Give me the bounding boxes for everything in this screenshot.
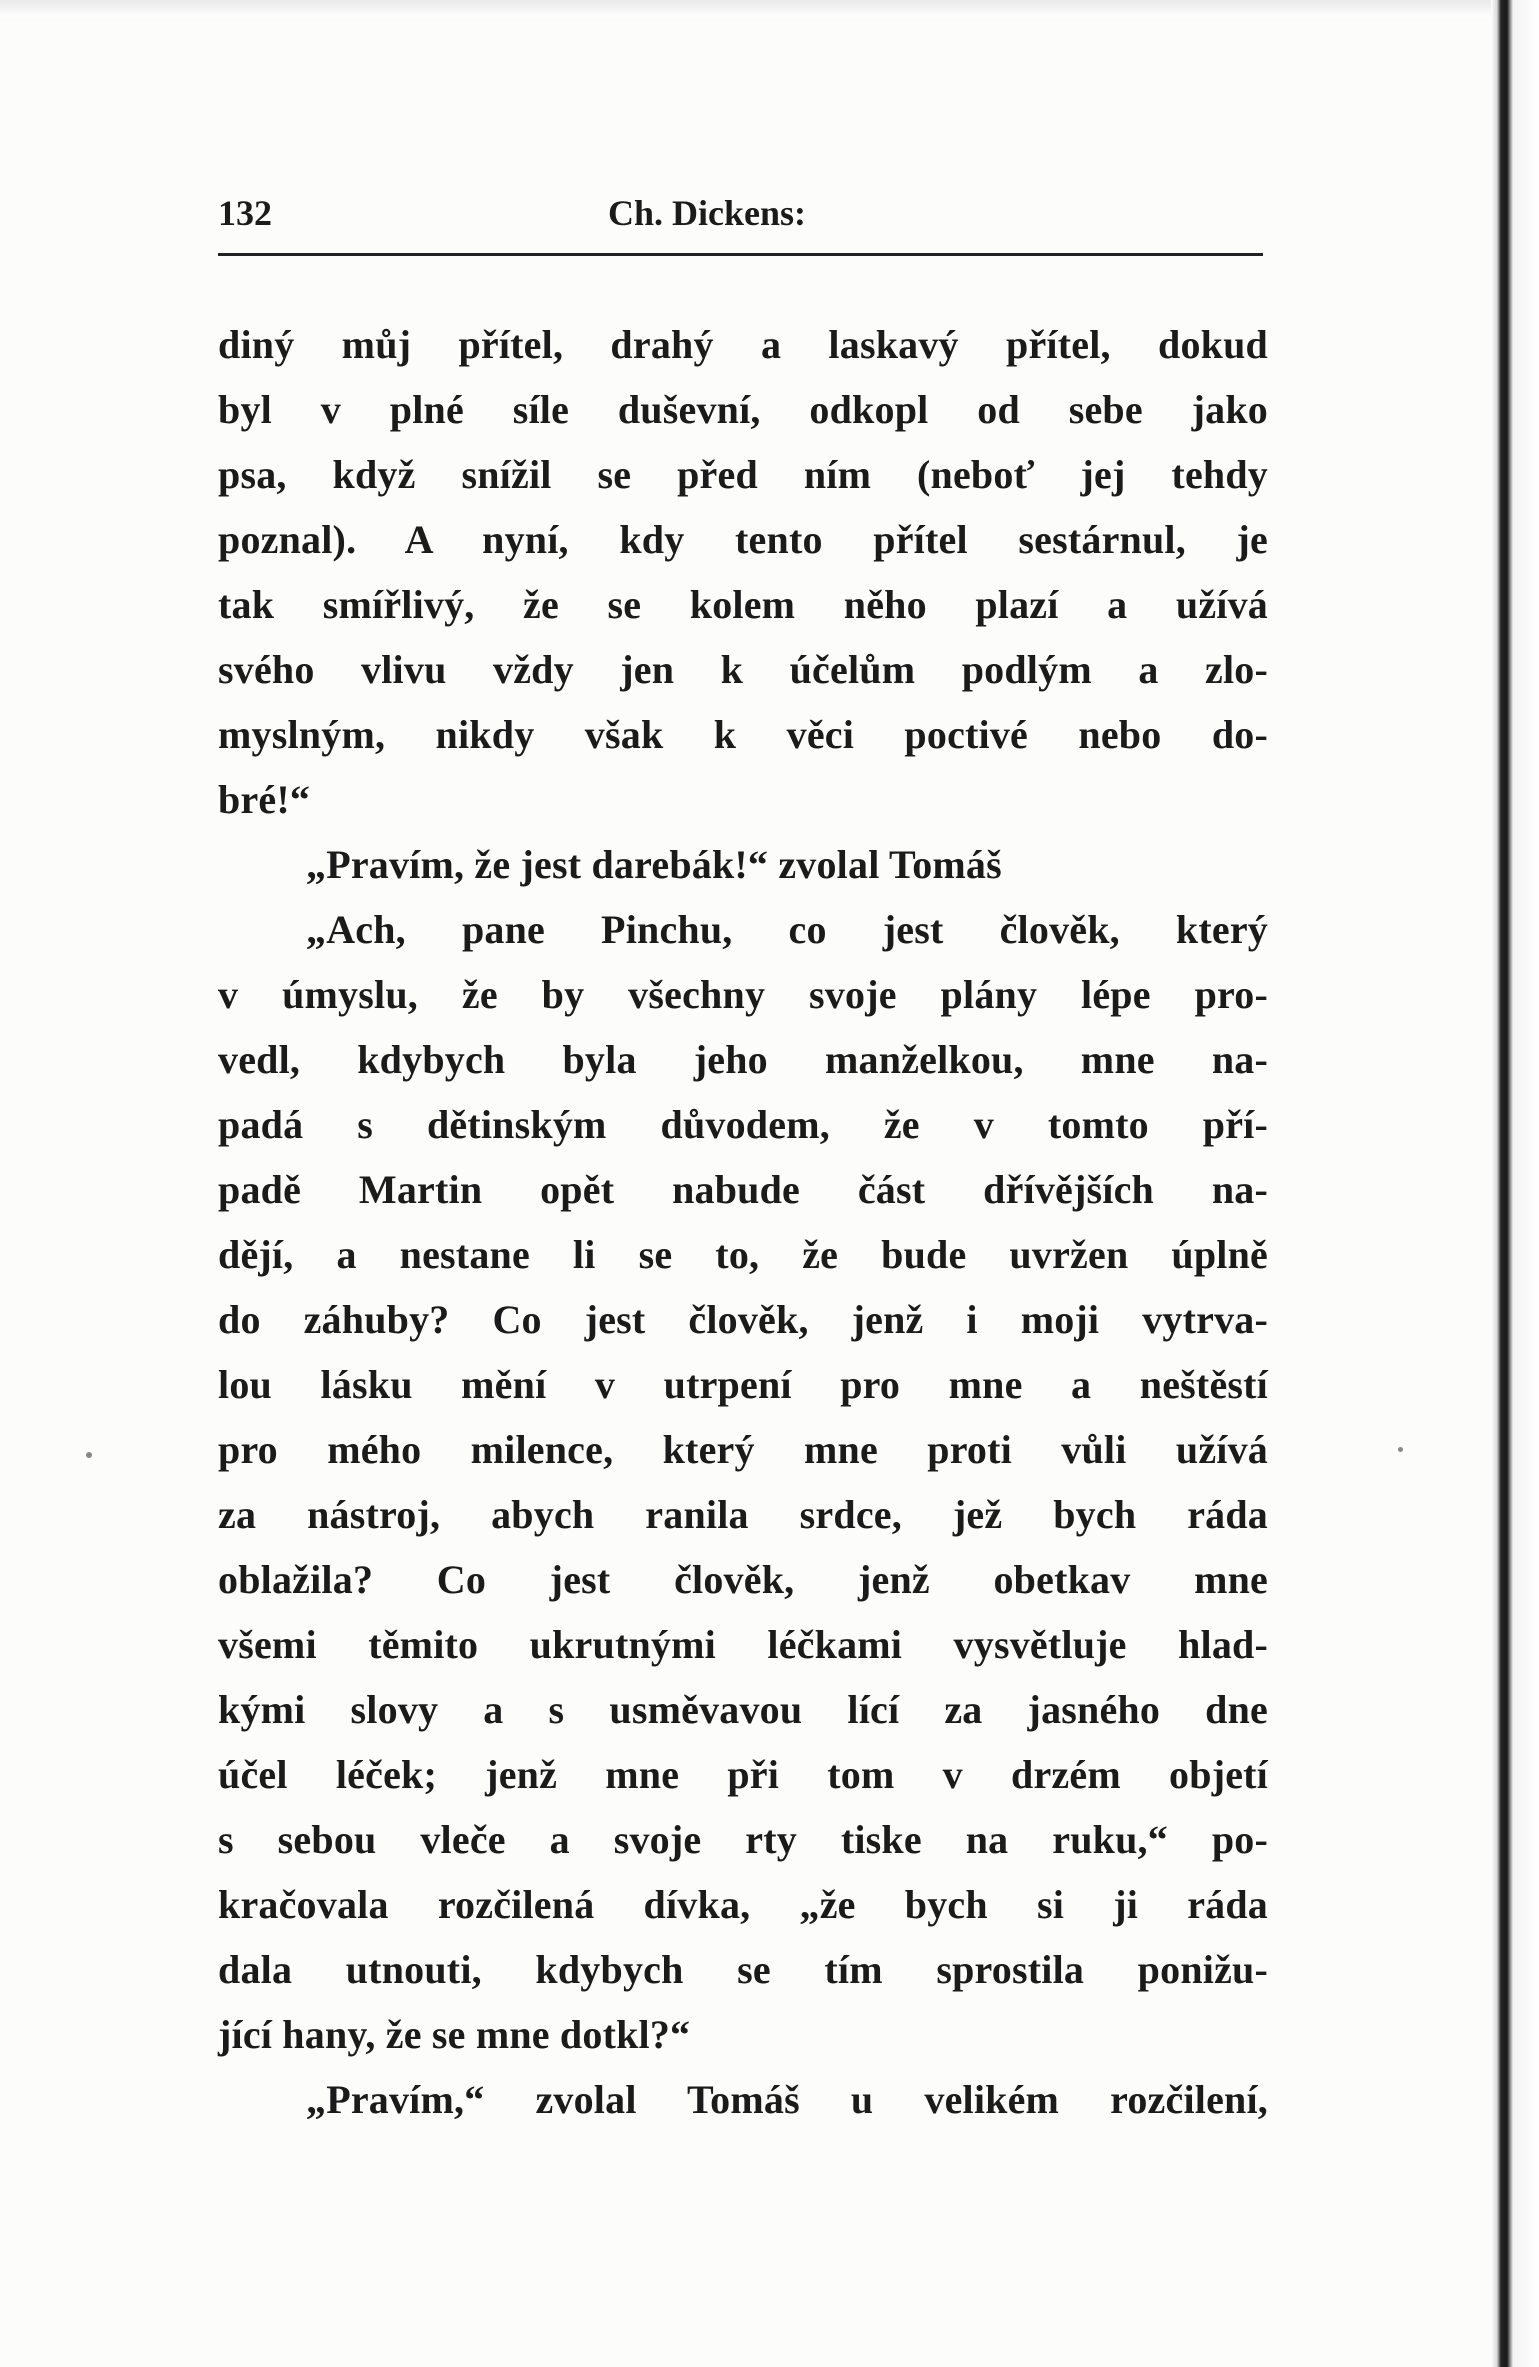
- text-line: „Pravím, že jest darebák!“ zvolal Tomáš: [306, 842, 1002, 887]
- running-title: Ch. Dickens:: [608, 193, 807, 233]
- text-line: poznal). A nyní, kdy tento přítel sestárnul, je: [218, 517, 1268, 562]
- text-line: myslným, nikdy však k věci poctivé nebo do-: [218, 712, 1268, 757]
- text-line: kračovala rozčilená dívka, „že bych si ji ráda: [218, 1882, 1268, 1927]
- body-text: [218, 312, 1268, 2132]
- text-line: dějí, a nestane li se to, že bude uvržen úplně: [218, 1232, 1268, 1277]
- text-line: lou lásku mění v utrpení pro mne a neštěstí: [218, 1362, 1268, 1407]
- text-line: „Pravím,“ zvolal Tomáš u velikém rozčilení,: [306, 2077, 1268, 2122]
- text-line: tak smířlivý, že se kolem něho plazí a užívá: [218, 582, 1268, 627]
- paper-speck: [86, 1452, 92, 1458]
- text-line: byl v plné síle duševní, odkopl od sebe jako: [218, 387, 1268, 432]
- paper-speck: [1398, 1447, 1403, 1452]
- running-header: [218, 192, 1263, 242]
- text-line: s sebou vleče a svoje rty tiske na ruku,“ po-: [218, 1817, 1268, 1862]
- text-line: pro mého milence, který mne proti vůli užívá: [218, 1427, 1268, 1472]
- text-line: jící hany, že se mne dotkl?“: [218, 2012, 691, 2057]
- text-line: vedl, kdybych byla jeho manželkou, mne na-: [218, 1037, 1268, 1082]
- text-line: kými slovy a s usměvavou lící za jasného dne: [218, 1687, 1268, 1732]
- header-rule: [218, 253, 1263, 256]
- page-number: 132: [218, 193, 272, 233]
- text-line: v úmyslu, že by všechny svoje plány lépe pro-: [218, 972, 1268, 1017]
- text-line: diný můj přítel, drahý a laskavý přítel, dokud: [218, 322, 1268, 367]
- text-line: padá s dětinským důvodem, že v tomto pří-: [218, 1102, 1268, 1147]
- page-spine-edge: [1491, 0, 1539, 2367]
- text-line: všemi těmito ukrutnými léčkami vysvětluje hlad-: [218, 1622, 1268, 1667]
- text-line: účel léček; jenž mne při tom v drzém objetí: [218, 1752, 1268, 1797]
- text-line: za nástroj, abych ranila srdce, jež bych ráda: [218, 1492, 1268, 1537]
- page-top-edge: [0, 0, 1539, 18]
- text-line: „Ach, pane Pinchu, co jest člověk, který: [306, 907, 1268, 952]
- text-line: svého vlivu vždy jen k účelům podlým a zlo-: [218, 647, 1268, 692]
- text-line: do záhuby? Co jest člověk, jenž i moji vytrva-: [218, 1297, 1268, 1342]
- text-line: padě Martin opět nabude část dřívějších na-: [218, 1167, 1268, 1212]
- text-line: oblažila? Co jest člověk, jenž obetkav mne: [218, 1557, 1268, 1602]
- text-line: bré!“: [218, 777, 311, 822]
- text-line: dala utnouti, kdybych se tím sprostila ponižu-: [218, 1947, 1268, 1992]
- text-line: psa, když snížil se před ním (neboť jej tehdy: [218, 452, 1268, 497]
